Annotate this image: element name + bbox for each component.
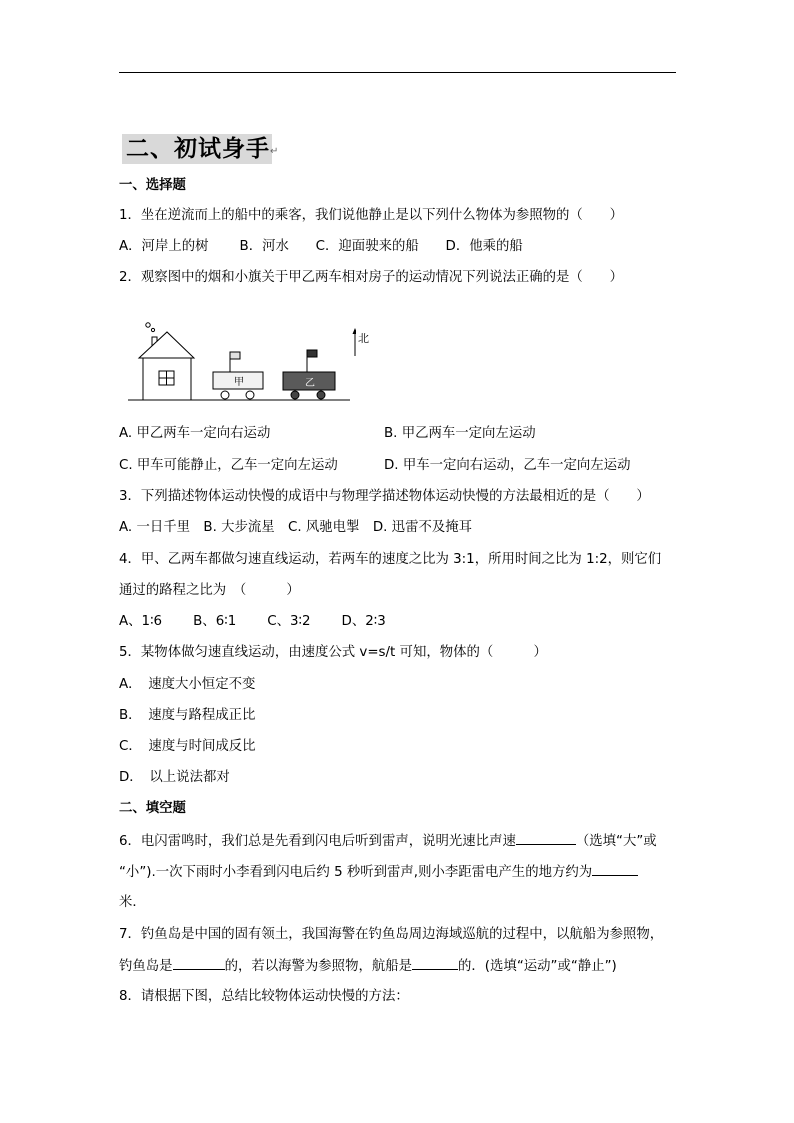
q2-figure — [126, 316, 356, 406]
q7-text-c: 的，若以海警为参照物，航船是 — [224, 959, 413, 974]
q6-text-c: “小”).一次下雨时小李看到闪电后约 5 秒听到雷声,则小李距雷电产生的地方约为 — [119, 865, 593, 880]
q8-stem: 8．请根据下图，总结比较物体运动快慢的方法： — [119, 989, 409, 1004]
q7-line2 — [119, 957, 617, 976]
q6-blank-2[interactable] — [592, 863, 638, 876]
q7-blank-1[interactable] — [173, 957, 225, 970]
wheel — [221, 391, 229, 399]
flag-jia — [230, 352, 240, 359]
q4-stem-line1: 4．甲、乙两车都做匀速直线运动，若两车的速度之比为 3:1，所用时间之比为 1:2，则它们 — [119, 552, 662, 567]
house-roof — [139, 332, 194, 358]
q5-stem: 5．某物体做匀速直线运动，由速度公式 v=s/t 可知，物体的（ ） — [119, 645, 547, 660]
q6-text-b: （选填“大”或 — [575, 834, 657, 849]
q5-option-a: A． 速度大小恒定不变 — [119, 677, 256, 692]
wheel — [246, 391, 254, 399]
q2-stem: 2．观察图中的烟和小旗关于甲乙两车相对房子的运动情况下列说法正确的是（ ） — [119, 270, 623, 285]
q6-line1 — [119, 832, 657, 851]
flag-yi — [307, 350, 317, 357]
q5-option-c: C． 速度与时间成反比 — [119, 739, 256, 754]
q6-line3: 米． — [119, 895, 146, 910]
q4-stem-line2: 通过的路程之比为 （ ） — [119, 583, 300, 598]
smoke-puff — [151, 328, 154, 331]
q1-stem: 1．坐在逆流而上的船中的乘客，我们说他静止是以下列什么物体为参照物的（ ） — [119, 208, 623, 223]
q6-text-a: 6．电闪雷鸣时，我们总是先看到闪电后听到雷声，说明光速比声速 — [119, 834, 516, 849]
q7-text-d: 的．(选填“运动”或“静止”) — [458, 959, 617, 974]
q2-option-b: B. 甲乙两车一定向左运动 — [384, 426, 536, 441]
q3-options: A. 一日千里 B. 大步流星 C. 风驰电掣 D. 迅雷不及掩耳 — [119, 520, 473, 535]
q3-stem: 3．下列描述物体运动快慢的成语中与物理学描述物体运动快慢的方法最相近的是（ ） — [119, 489, 650, 504]
car-yi-label: 乙 — [305, 378, 315, 389]
section-fill-heading: 二、填空题 — [119, 801, 186, 816]
smoke-puff — [146, 323, 150, 327]
header-rule — [119, 72, 676, 73]
car-jia-label: 甲 — [234, 377, 244, 388]
north-arrow-icon — [353, 328, 357, 334]
q6-blank-1[interactable] — [516, 832, 576, 845]
north-label: 北 — [358, 332, 369, 345]
q7-blank-2[interactable] — [412, 957, 458, 970]
q4-options: A、1∶6 B、6∶1 C、3∶2 D、2∶3 — [119, 614, 386, 629]
q7-text-b: 钓鱼岛是 — [119, 959, 173, 974]
q6-line2 — [119, 863, 638, 882]
wheel — [291, 391, 299, 399]
section-banner-title: 二、初试身手 — [126, 136, 270, 162]
return-mark-icon: ↵ — [270, 146, 279, 157]
q7-line1: 7．钓鱼岛是中国的固有领土，我国海警在钓鱼岛周边海域巡航的过程中，以航船为参照物， — [119, 927, 664, 942]
q2-option-a: A. 甲乙两车一定向右运动 — [119, 426, 271, 441]
q5-option-d: D． 以上说法都对 — [119, 770, 230, 785]
q2-option-c: C. 甲车可能静止，乙车一定向左运动 — [119, 458, 338, 473]
q2-option-d: D. 甲车一定向右运动，乙车一定向左运动 — [384, 458, 631, 473]
wheel — [317, 391, 325, 399]
q1-options: A．河岸上的树 B．河水 C．迎面驶来的船 D．他乘的船 — [119, 239, 523, 254]
section-choice-heading: 一、选择题 — [119, 178, 186, 193]
q5-option-b: B． 速度与路程成正比 — [119, 708, 256, 723]
